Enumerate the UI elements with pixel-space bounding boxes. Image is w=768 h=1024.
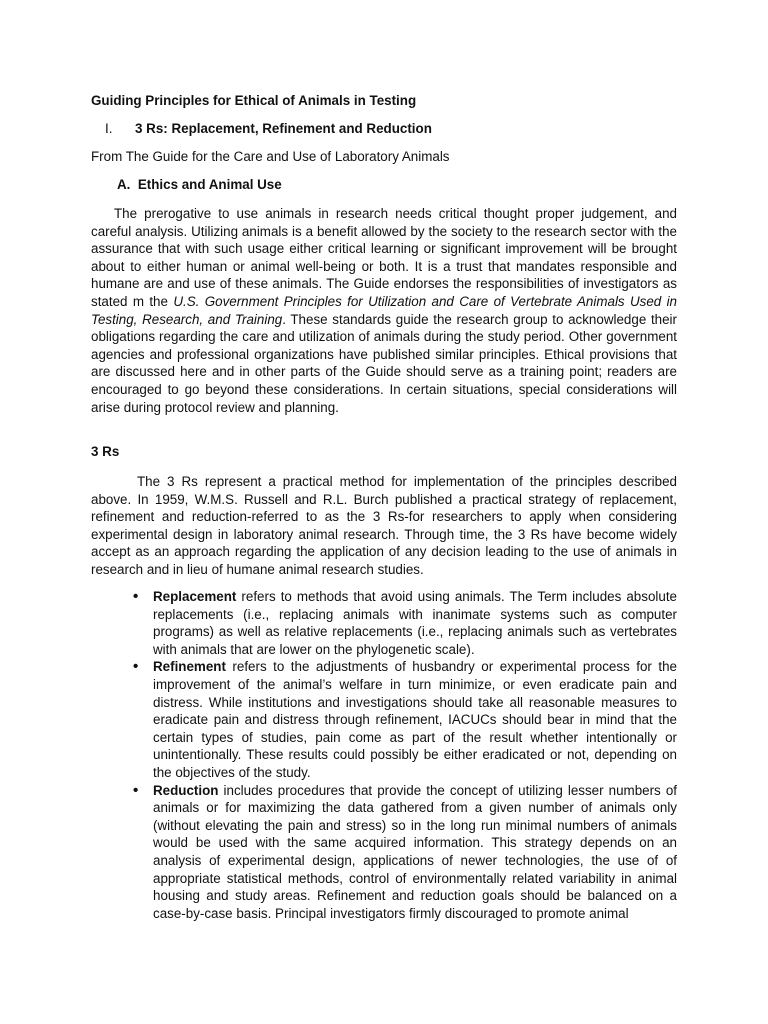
source-line: From The Guide for the Care and Use of Laboratory Animals (91, 149, 450, 164)
bullet-text: refers to the adjustments of husbandry or experimental process for the improvement of the animal’s welfare in turn minimize, or even eradicate pain and distress. While institutions and investigations should take all reasonable measures to eradicate pain and distress through refinement, IACUCs should bear in mind that the certain types of studies, pain come as part of the result whether intentionally or unintentionally. These results could possibly be either eradicated or not, depending on the objectives of the study. (153, 659, 677, 780)
bullet-icon: • (133, 781, 139, 799)
ethics-paragraph-part-2: . These standards guide the research group to acknowledge their obligations regarding the care and utilization of animals during the study period. Other government agencies and professional organizations have published similar principles. Ethical provisions that are discussed here and in other parts of the Guide should serve as a training point; readers are encouraged to go beyond these considerations. In certain situations, special considerations will arise during protocol review and planning. (91, 311, 677, 415)
ethics-paragraph-part-1: The prerogative to use animals in research needs critical thought proper judgement, and careful analysis. Utilizing animals is a benefit allowed by the society to the research sector with the assurance that with such usage either critical learning or significant improvement will be brought about to either human or animal well-being or both. It is a trust that mandates responsible and humane are and use of these animals. The Guide endorses the responsibilities of investigators as stated m the (91, 206, 677, 309)
bullet-icon: • (133, 588, 139, 605)
ethics-paragraph-italic-title: U.S. Government Principles for Utilization and Care of Vertebrate Animals Used in Testing, Research, and Training (91, 293, 677, 327)
list-item (133, 658, 677, 781)
section-heading: 3 Rs: Replacement, Refinement and Reduction (135, 121, 432, 136)
bullet-text: refers to methods that avoid using animals. The Term includes absolute replacements (i.e., replacing animals with inanimate systems such as computer programs) as well as relative replacements (i.e., replacing animals such as vertebrates with animals that are lower on the phylogenetic scale). (153, 589, 677, 657)
list-item (133, 588, 677, 658)
bullet-text: includes procedures that provide the concept of utilizing lesser numbers of animals or for maximizing the data gathered from a given number of animals only (without elevating the pain and stress) so in the long run minimal numbers of animals would be used with the same acquired information. This strategy depends on an analysis of experimental design, applications of newer technologies, the use of of appropriate statistical methods, control of environmentally related variability in animal housing and study areas. Refinement and reduction goals should be balanced on a case-by-case basis. Principal investigators firmly discouraged to promote animal (153, 782, 677, 921)
subsection-heading: A. Ethics and Animal Use (117, 177, 282, 192)
document-title: Guiding Principles for Ethical of Animals in Testing (91, 93, 417, 108)
bullet-icon: • (133, 658, 139, 676)
three-rs-paragraph: The 3 Rs represent a practical method for implementation of the principles described above. In 1959, W.M.S. Russell and R.L. Burch published a practical strategy of replacement, refinement and reduction-referred to as the 3 Rs-for researchers to apply when considering experimental design in laboratory animal research. Through time, the 3 Rs have become widely accept as an approach regarding the application of any decision leading to the use of animals in research and in lieu of humane animal research studies. (91, 474, 677, 577)
three-rs-bullet-list (133, 588, 677, 922)
list-item (133, 782, 677, 923)
three-rs-heading: 3 Rs (91, 444, 120, 459)
section-numeral: I. (105, 121, 113, 136)
bullet-term: Reduction (153, 782, 219, 798)
ethics-paragraph (91, 205, 677, 416)
bullet-term: Replacement (153, 589, 237, 604)
bullet-term: Refinement (153, 659, 226, 675)
